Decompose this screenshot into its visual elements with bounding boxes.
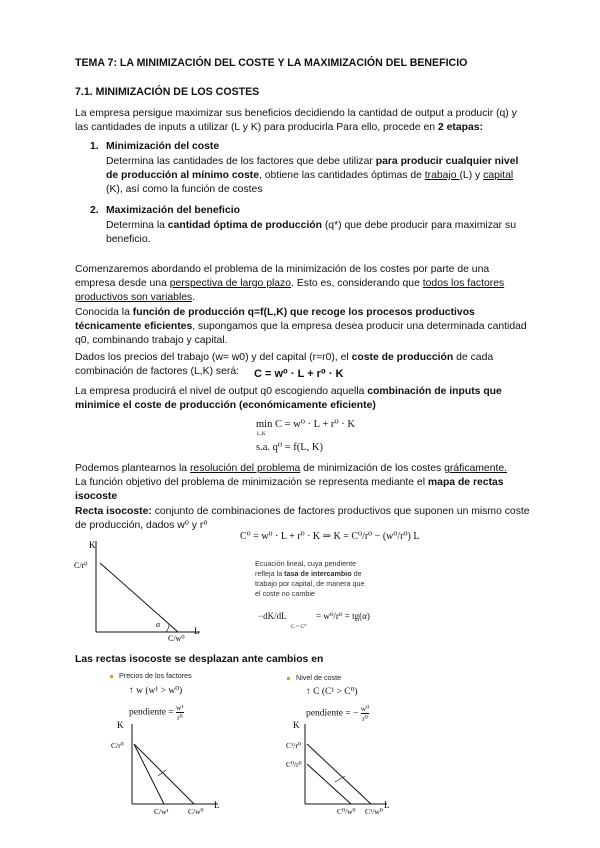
document-title: TEMA 7: LA MINIMIZACIÓN DEL COSTE Y LA MAXIMIZACIÓN DEL BENEFICIO — [75, 57, 468, 69]
para-6-line-2: de producción, dados w⁰ y r⁰ — [75, 520, 208, 531]
para-5-line-3: isocoste — [75, 491, 118, 502]
para-5-line-2: La función objetivo del problema de minimización se representa mediante el mapa de rectas — [75, 477, 504, 488]
left-panel-slope: pendiente = $\frac{\text{w¹}}{\text{r⁰}}$ — [129, 703, 184, 722]
angle-arc — [166, 624, 169, 632]
right-x-intercept-c0: C⁰/w⁰ — [337, 807, 356, 816]
section-heading: 7.1. MINIMIZACIÓN DE LOS COSTES — [75, 86, 260, 98]
intro-line-2: las cantidades de inputs a utilizar (L y K) para producirla Para ello, procede en 2 etapas: — [75, 122, 483, 133]
l-axis-label: L — [194, 626, 200, 636]
slope-equation-lhs: −dK/dL — [258, 611, 287, 621]
alpha-label: α — [156, 620, 161, 629]
para-2-line-1: Conocida la función de producción q=f(L,K) que recoge los procesos productivos — [75, 307, 475, 318]
isocost-note-1: Ecuación lineal, cuya pendiente — [255, 559, 357, 568]
isocost-line-c1 — [307, 744, 371, 804]
right-l-label: L — [384, 800, 390, 810]
step-1-line-3: (K), así como la función de costes — [106, 184, 263, 195]
price-change-graph — [110, 718, 230, 818]
step-2-title: Maximización del beneficio — [106, 205, 240, 216]
isocost-line-c0 — [307, 764, 351, 804]
k-axis-label: K — [89, 540, 96, 550]
step-1-line-2: de producción al mínimo coste, obtiene las cantidades óptimas de trabajo (L) y capital — [106, 170, 514, 181]
shift-arrow — [335, 776, 345, 782]
left-panel-change: ↑ w (w¹ > w⁰) — [129, 686, 183, 696]
left-y-intercept: C/r⁰ — [111, 741, 124, 750]
intro-line-1: La empresa persigue maximizar sus beneficios decidiendo la cantidad de output a producir (q) y — [75, 108, 517, 119]
para-3-line-1: Dados los precios del trabajo (w= w0) y del capital (r=r0), el coste de producción de cada — [75, 352, 494, 363]
isocost-note-2: refleja la tasa de intercambio de — [255, 569, 362, 578]
right-y-intercept-c0: C⁰/r⁰ — [286, 760, 302, 769]
right-x-intercept-c1: C¹/w⁰ — [365, 807, 383, 816]
left-k-label: K — [117, 720, 124, 730]
left-l-label: L — [214, 800, 220, 810]
shift-heading: Las rectas isocoste se desplazan ante cambios en — [75, 654, 324, 665]
slope-equation-rhs: = w⁰/r⁰ = tg(α) — [316, 611, 370, 621]
slope-equation-sub: C = C⁰ — [291, 624, 307, 630]
right-panel-change: ↑ C (C¹ > C⁰) — [306, 687, 358, 697]
isocost-graph — [70, 535, 220, 647]
para-1-line-2: empresa desde una perspectiva de largo plazo. Esto es, considerando que todos los factores — [75, 278, 505, 289]
x-intercept-label: C/w⁰ — [168, 634, 185, 643]
min-formula-constraint: s.a. q⁰ = f(L, K) — [256, 442, 323, 453]
isocost-note-4: el coste no cambie — [255, 589, 315, 598]
left-x-intercept-w0: C/w⁰ — [188, 807, 204, 816]
cost-formula: C = w⁰ · L + r⁰ · K — [254, 368, 344, 380]
para-6-line-1: Recta isocoste: conjunto de combinaciones de factores productivos que suponen un mismo coste — [75, 506, 530, 517]
step-2-line-2: beneficio. — [106, 234, 151, 245]
step-1-title: Minimización del coste — [106, 141, 220, 152]
right-k-label: K — [293, 720, 300, 730]
isocost-line — [100, 563, 178, 632]
isocost-line-w0 — [134, 744, 194, 804]
isocost-equation: C⁰ = w⁰ · L + r⁰ · K ⇒ K = C⁰/r⁰ − (w⁰/r⁰) L — [240, 531, 420, 542]
bullet-icon — [110, 675, 113, 678]
para-5-line-1: Podemos plantearnos la resolución del problema de minimización de los costes gráficamente. — [75, 463, 508, 474]
left-x-intercept-w1: C/w¹ — [154, 807, 169, 816]
para-3-line-2: combinación de factores (L,K) será: — [75, 366, 240, 377]
step-1-number: 1. — [90, 141, 99, 152]
y-intercept-label: C/r⁰ — [74, 561, 88, 570]
min-formula-objective: min C = w⁰ · L + r⁰ · K — [256, 419, 355, 430]
para-4-line-2: minimice el coste de producción (económicamente eficiente) — [75, 400, 376, 411]
step-1-line-1: Determina las cantidades de los factores que debe utilizar para producir cualquier nivel — [106, 156, 519, 167]
right-panel-slope: pendiente = − $\frac{\text{w⁰}}{\text{r⁰}}$ — [306, 704, 370, 723]
para-4-line-1: La empresa producirá el nivel de output q0 escogiendo aquella combinación de inputs que — [75, 386, 502, 397]
para-2-line-3: q0, combinando trabajo y capital. — [75, 335, 228, 346]
isocost-line-w1 — [134, 744, 164, 804]
step-2-line-1: Determina la cantidad óptima de producción (q*) que debe producir para maximizar su — [106, 220, 516, 231]
min-formula-subscript: L,K — [257, 431, 266, 437]
cost-level-graph — [285, 718, 395, 818]
bullet-icon — [287, 677, 290, 680]
right-panel-bullet: Nivel de coste — [287, 673, 341, 682]
left-panel-bullet: Precios de los factores — [110, 671, 192, 680]
para-1-line-3: productivos son variables. — [75, 292, 196, 303]
para-1-line-1: Comenzaremos abordando el problema de la minimización de los costes por parte de una — [75, 264, 490, 275]
step-2-number: 2. — [90, 205, 99, 216]
isocost-note-3: trabajo por capital, de manera que — [255, 579, 365, 588]
para-2-line-2: técnicamente eficientes, supongamos que la empresa desea producir una determinada cantidad — [75, 321, 527, 332]
right-y-intercept-c1: C¹/r⁰ — [286, 741, 301, 750]
